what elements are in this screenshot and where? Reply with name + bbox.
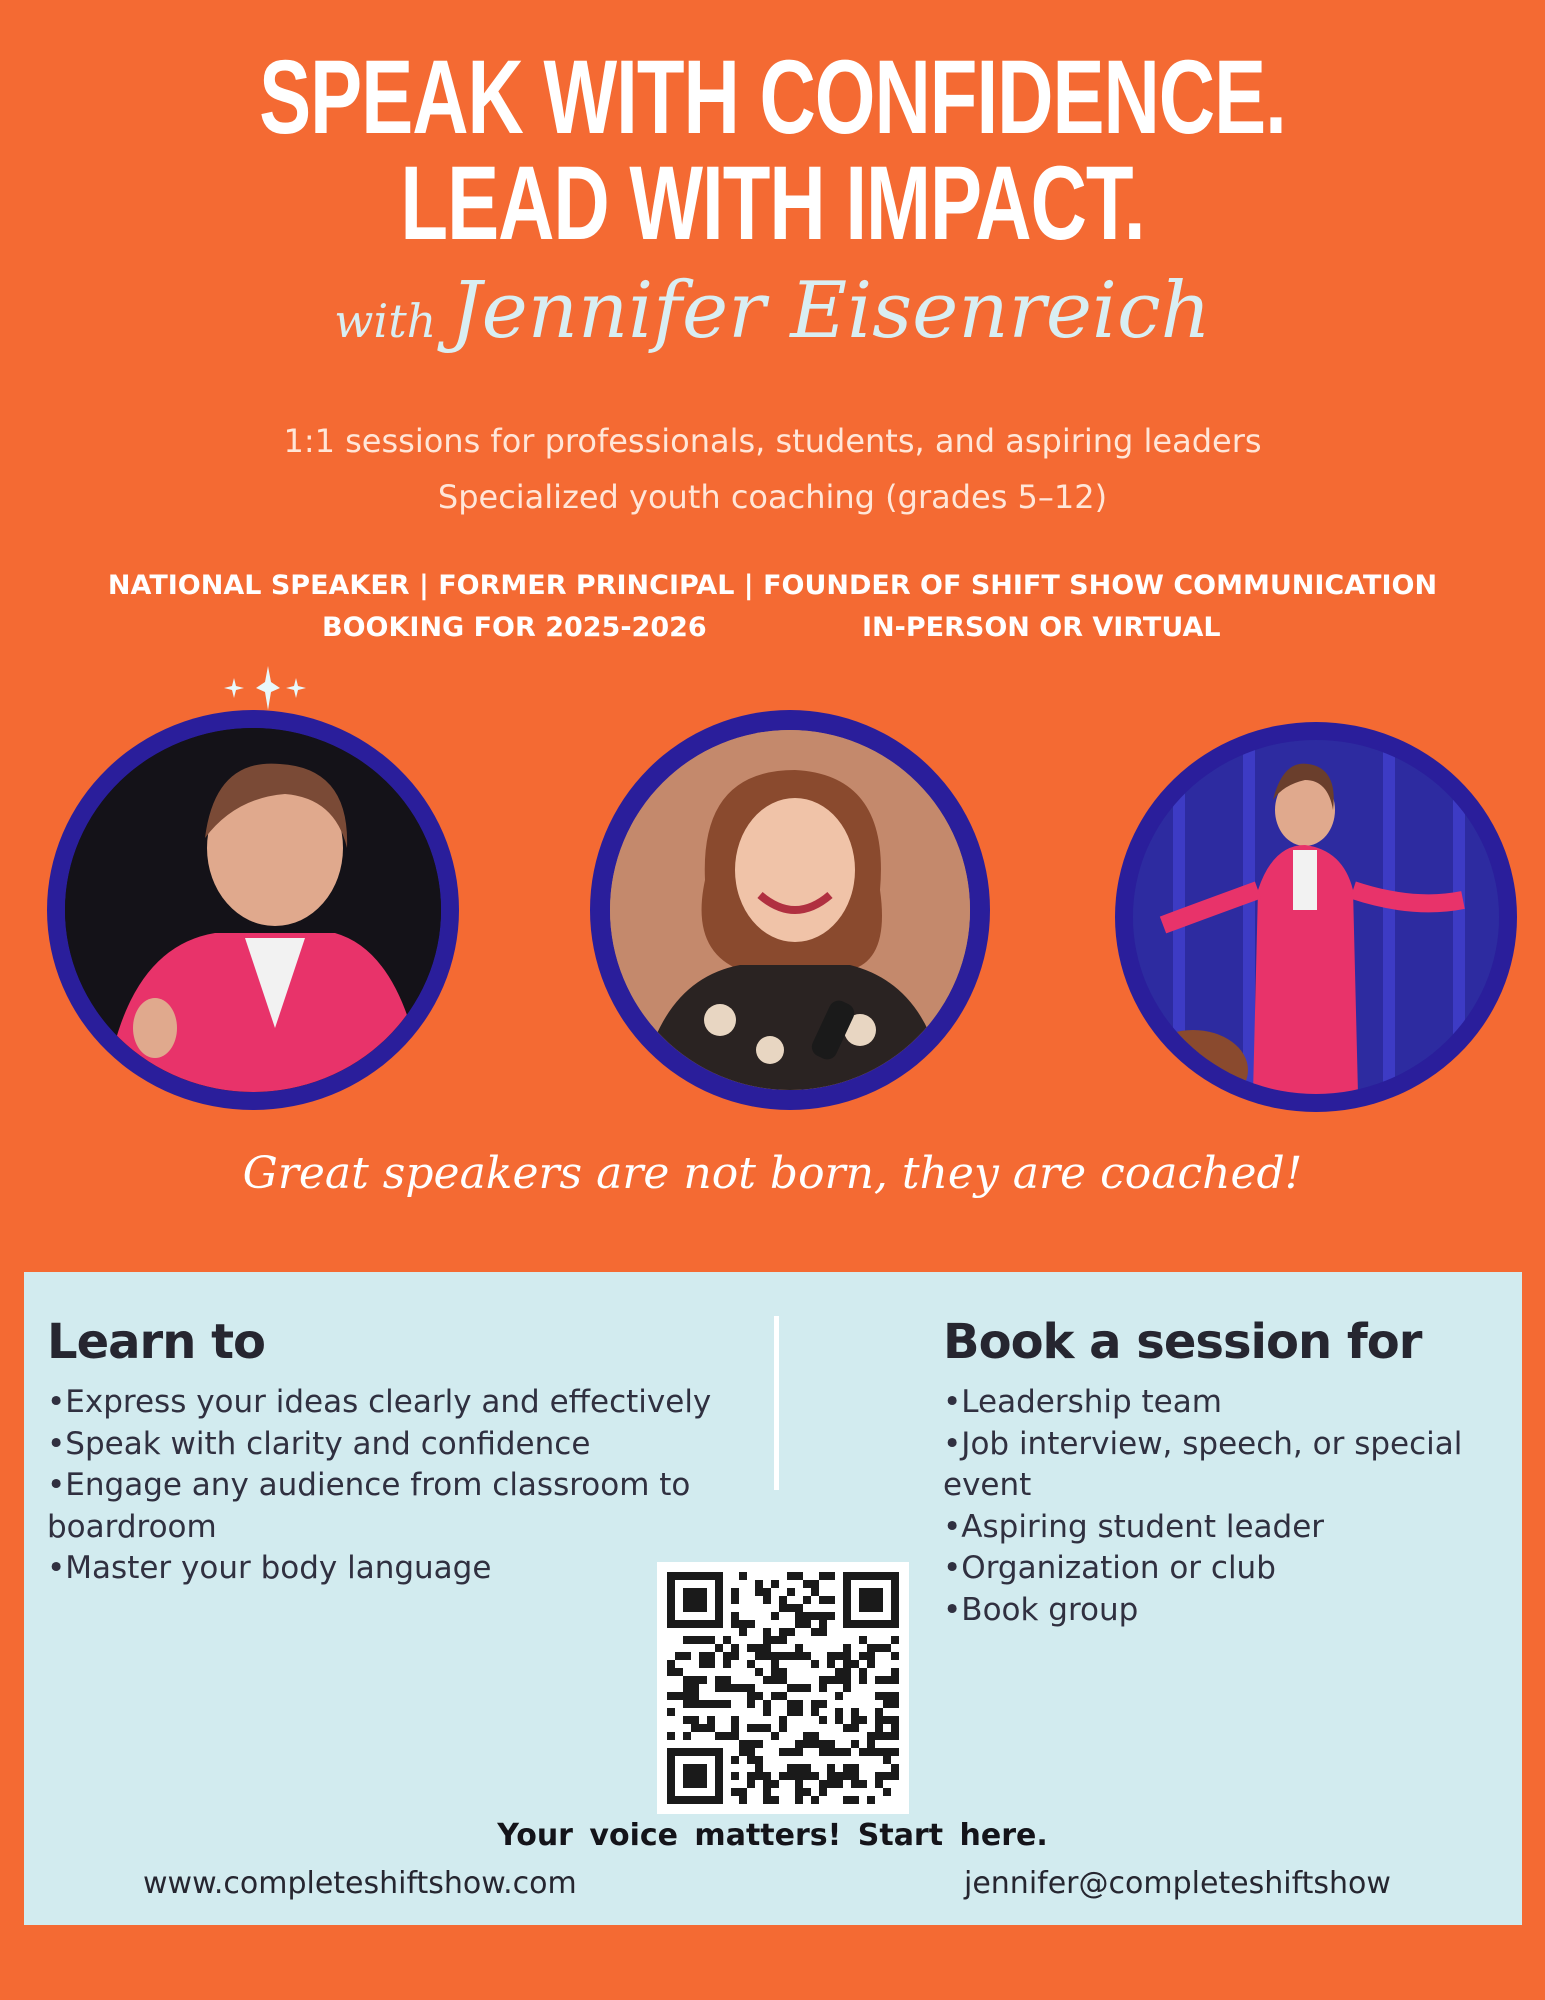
book-list xyxy=(943,1382,1483,1631)
stage-illustration xyxy=(1133,740,1499,1094)
speaker-name: Jennifer Eisenreich xyxy=(450,266,1211,356)
qr-code[interactable] xyxy=(657,1562,909,1814)
book-title: Book a session for xyxy=(943,1314,1422,1370)
session-format: IN-PERSON OR VIRTUAL xyxy=(862,612,1221,643)
photo-stage-right xyxy=(1115,722,1517,1112)
learn-list xyxy=(47,1382,737,1590)
learn-item: • Engage any audience from classroom to boardroom xyxy=(47,1465,737,1548)
byline-with: with xyxy=(334,294,437,348)
book-item: • Job interview, speech, or special event xyxy=(943,1424,1483,1507)
book-item: • Leadership team xyxy=(943,1382,1483,1424)
headline-line-2: LEAD WITH IMPACT. xyxy=(400,143,1145,263)
booking-season: BOOKING FOR 2025-2026 xyxy=(322,612,707,643)
subheading-youth: Specialized youth coaching (grades 5–12) xyxy=(437,478,1108,516)
call-to-action: Your voice matters! Start here. xyxy=(497,1818,1048,1853)
headline-line-1: SPEAK WITH CONFIDENCE. xyxy=(259,37,1286,157)
qr-code-icon xyxy=(667,1572,899,1804)
sparkle-icon xyxy=(222,664,312,714)
book-item: • Book group xyxy=(943,1590,1483,1632)
portrait-illustration xyxy=(610,730,970,1090)
speaker-byline xyxy=(0,266,1545,356)
subheading-sessions: 1:1 sessions for professionals, students, and aspiring leaders xyxy=(283,422,1262,460)
learn-item: • Express your ideas clearly and effectively xyxy=(47,1382,737,1424)
tagline: Great speakers are not born, they are coached! xyxy=(242,1148,1303,1199)
learn-title: Learn to xyxy=(47,1314,266,1370)
email-link[interactable]: jennifer@completeshiftshow xyxy=(964,1866,1391,1901)
learn-item: • Master your body language xyxy=(47,1548,737,1590)
learn-item: • Speak with clarity and confidence xyxy=(47,1424,737,1466)
book-item: • Organization or club xyxy=(943,1548,1483,1590)
column-divider xyxy=(774,1316,779,1490)
website-link[interactable]: www.completeshiftshow.com xyxy=(143,1866,577,1901)
photo-portrait-center xyxy=(590,710,990,1110)
speaker-photo-illustration xyxy=(65,728,441,1092)
book-item: • Aspiring student leader xyxy=(943,1507,1483,1549)
photo-speaking-left xyxy=(47,710,459,1110)
credentials-line: NATIONAL SPEAKER | FORMER PRINCIPAL | FOUNDER OF SHIFT SHOW COMMUNICATION xyxy=(107,570,1438,601)
